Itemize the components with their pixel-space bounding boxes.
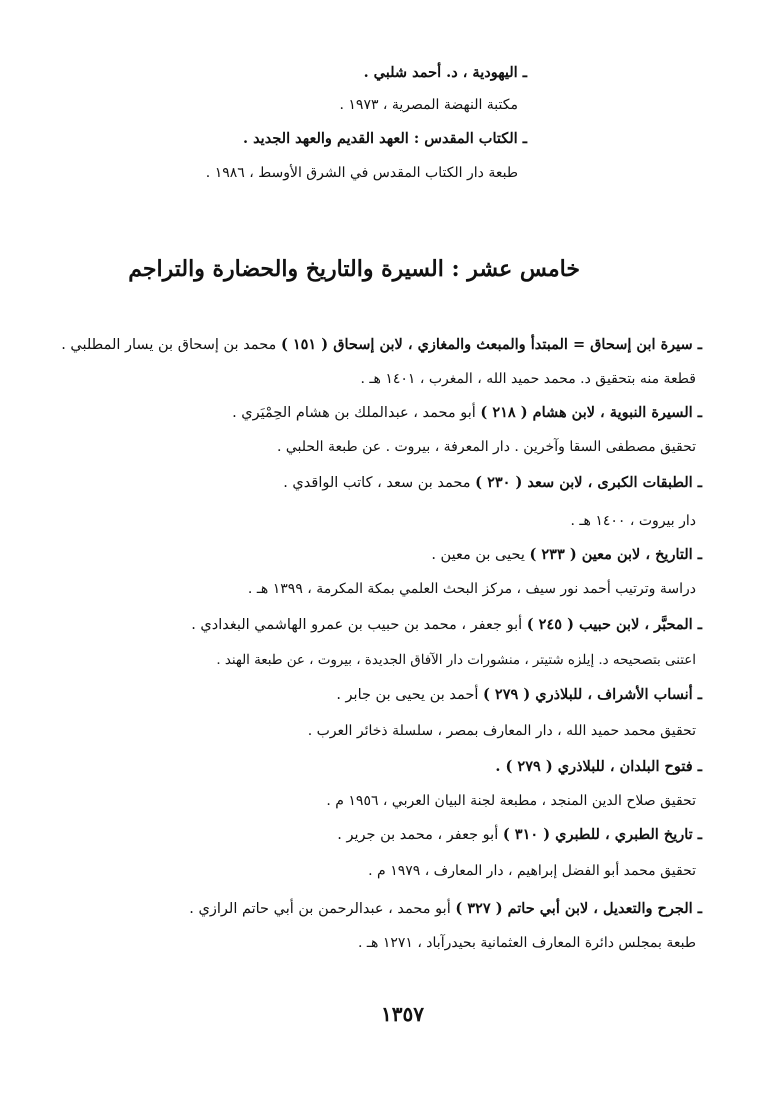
bibliography-entry-detail: دراسة وترتيب أحمد نور سيف ، مركز البحث العلمي بمكة المكرمة ، ١٣٩٩ هـ . [247,581,696,597]
bibliography-entry-detail: تحقيق محمد أبو الفضل إبراهيم ، دار المعارف ، ١٩٧٩ م . [368,863,696,879]
bibliography-entry-detail: قطعة منه بتحقيق د. محمد حميد الله ، المغرب ، ١٤٠١ هـ . [360,371,696,387]
entry-title: ـ السيرة النبوية ، لابن هشام ( ٢١٨ ) [480,404,702,421]
bibliography-entry [61,334,702,356]
entry-title: ـ الجرح والتعديل ، لابن أبي حاتم ( ٣٢٧ ) [455,900,702,917]
entry-author: محمد بن سعد ، كاتب الواقدي . [283,475,476,491]
entry-title: ـ فتوح البلدان ، للبلاذري ( ٢٧٩ ) . [495,758,702,775]
entry-title: ـ أنساب الأشراف ، للبلاذري ( ٢٧٩ ) [482,686,702,703]
page-number: ١٣٥٧ [381,1002,424,1026]
bibliography-entry [283,472,702,494]
bibliography-entry [189,898,702,920]
entry-author: أبو جعفر ، محمد بن حبيب بن عمرو الهاشمي البغدادي . [191,617,527,633]
bibliography-entry-detail: مكتبة النهضة المصرية ، ١٩٧٣ . [339,97,518,113]
bibliography-entry [191,614,702,636]
bibliography-entry [431,544,702,566]
entry-title: ـ التاريخ ، لابن معين ( ٢٣٣ ) [529,546,702,563]
bibliography-entry-detail: طبعة دار الكتاب المقدس في الشرق الأوسط ، ١٩٨٦ . [205,165,518,181]
bibliography-entry [232,402,702,424]
bibliography-entry [337,824,702,846]
section-heading: خامس عشر : السيرة والتاريخ والحضارة والتراجم [128,256,580,282]
bibliography-entry [336,684,702,706]
bibliography-entry [495,756,702,778]
entry-author: أبو محمد ، عبدالملك بن هشام الحِمْيَري . [232,405,481,421]
entry-author: أبو جعفر ، محمد بن جرير . [337,827,503,843]
bibliography-entry-detail: تحقيق محمد حميد الله ، دار المعارف بمصر ، سلسلة ذخائر العرب . [307,723,696,739]
bibliography-entry-detail: دار بيروت ، ١٤٠٠ هـ . [570,513,696,529]
entry-title: ـ تاريخ الطبري ، للطبري ( ٣١٠ ) [502,826,702,843]
bibliography-entry-detail: طبعة بمجلس دائرة المعارف العثمانية بحيدرآباد ، ١٢٧١ هـ . [357,935,696,951]
bibliography-entry-detail: تحقيق صلاح الدين المنجد ، مطبعة لجنة البيان العربي ، ١٩٥٦ م . [326,793,696,809]
entry-title: ـ المحبَّر ، لابن حبيب ( ٢٤٥ ) [526,616,702,633]
bibliography-entry-title: ـ اليهودية ، د. أحمد شلبي . [363,64,527,81]
bibliography-entry-title: ـ الكتاب المقدس : العهد القديم والعهد الجديد . [242,130,527,147]
entry-title: ـ الطبقات الكبرى ، لابن سعد ( ٢٣٠ ) [475,474,702,491]
entry-author: يحيى بن معين . [431,547,530,563]
entry-author: أحمد بن يحيى بن جابر . [336,687,483,703]
entry-title: ـ سيرة ابن إسحاق = المبتدأ والمبعث والمغازي ، لابن إسحاق ( ١٥١ ) [280,336,702,353]
bibliography-entry-detail: اعتنى بتصحيحه د. إيلزه شتيتر ، منشورات دار الآفاق الجديدة ، بيروت ، عن طبعة الهند . [216,653,696,668]
entry-author: أبو محمد ، عبدالرحمن بن أبي حاتم الرازي . [189,901,456,917]
entry-author: محمد بن إسحاق بن يسار المطلبي . [61,337,281,353]
bibliography-entry-detail: تحقيق مصطفى السقا وآخرين . دار المعرفة ، بيروت . عن طبعة الحلبي . [276,439,696,455]
